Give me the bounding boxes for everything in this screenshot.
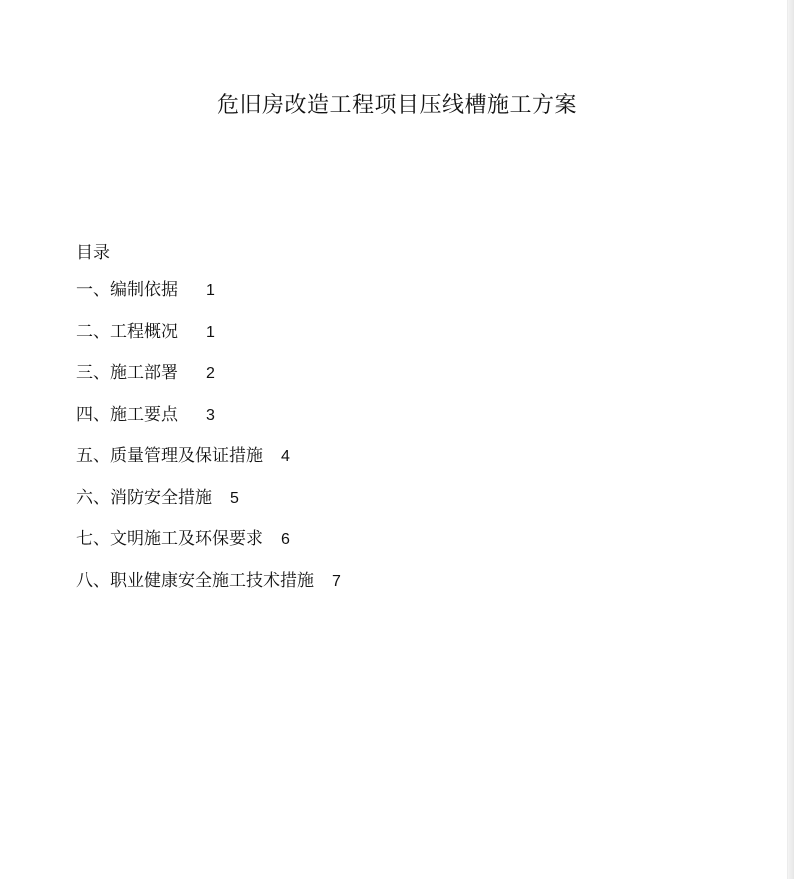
toc-entry-label: 七、文明施工及环保要求 — [76, 529, 263, 549]
toc-entry-page: 1 — [206, 282, 215, 299]
toc-entry-page: 2 — [206, 365, 215, 382]
toc-entry-page: 1 — [206, 323, 215, 341]
toc-entry-page: 7 — [332, 572, 341, 590]
toc-entry-page: 4 — [281, 448, 290, 465]
page-edge-shadow — [787, 0, 794, 879]
toc-entry[interactable] — [76, 322, 341, 364]
toc-heading: 目录 — [76, 243, 110, 263]
toc-entry-page: 5 — [230, 489, 239, 507]
toc-entry-label: 三、施工部署 — [76, 363, 178, 383]
toc-entry-label: 二、工程概况 — [76, 321, 178, 342]
toc-entry-label: 五、质量管理及保证措施 — [76, 446, 263, 466]
toc-entry[interactable] — [76, 280, 341, 322]
toc-entry-label: 八、职业健康安全施工技术措施 — [76, 570, 314, 591]
document-title: 危旧房改造工程项目压线槽施工方案 — [216, 93, 577, 118]
toc-entry-page: 6 — [281, 531, 290, 548]
toc-entry[interactable] — [76, 488, 341, 530]
table-of-contents — [76, 280, 341, 612]
toc-entry-label: 四、施工要点 — [76, 404, 178, 425]
toc-entry[interactable] — [76, 363, 341, 405]
toc-entry-page: 3 — [206, 406, 215, 424]
toc-entry[interactable] — [76, 571, 341, 613]
toc-entry[interactable] — [76, 446, 341, 488]
toc-entry-label: 一、编制依据 — [76, 280, 178, 300]
toc-entry[interactable] — [76, 405, 341, 447]
toc-entry[interactable] — [76, 529, 341, 571]
toc-entry-label: 六、消防安全措施 — [76, 487, 212, 508]
